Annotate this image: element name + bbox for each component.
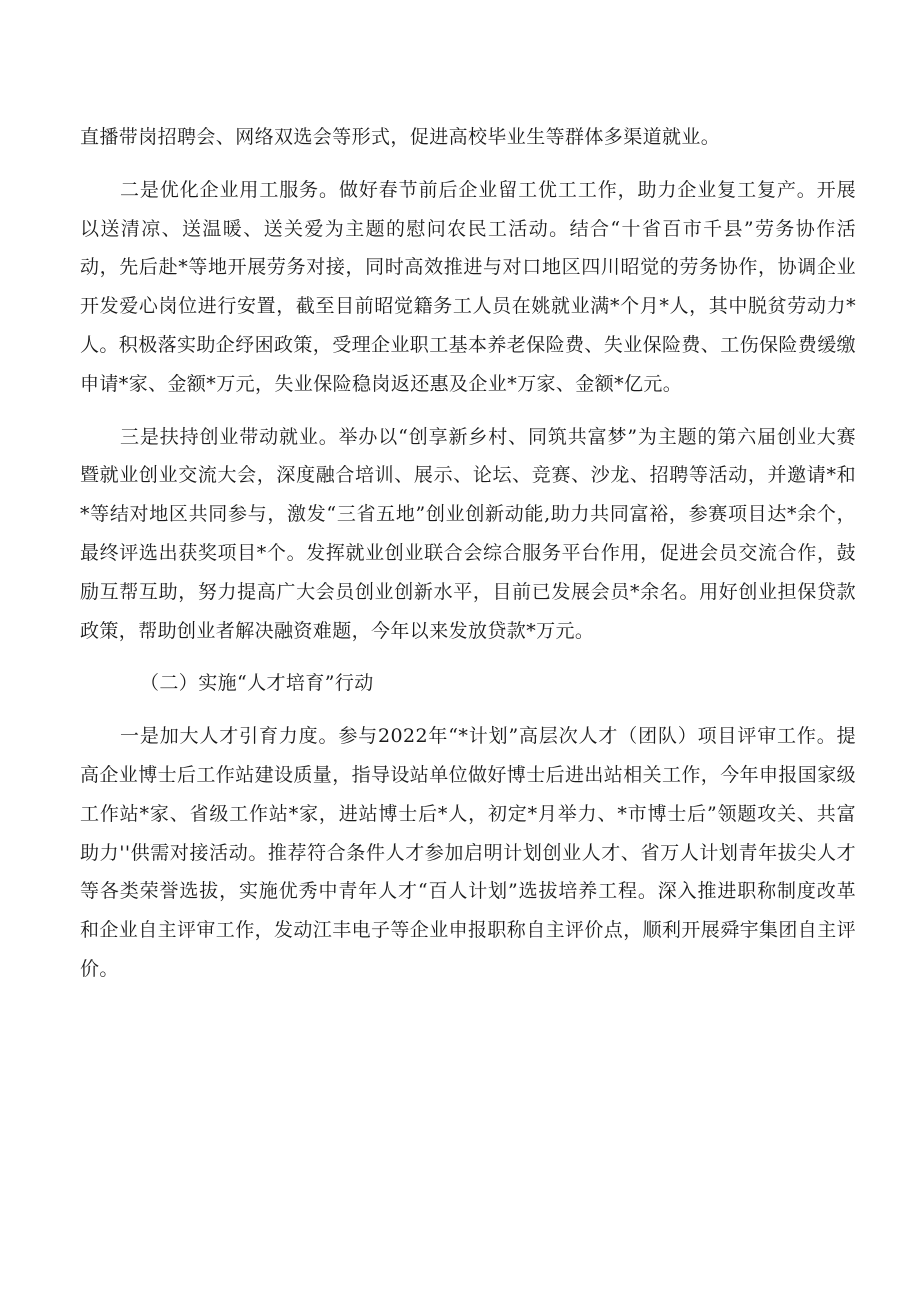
paragraph-continuation: 直播带岗招聘会、网络双选会等形式，促进高校毕业生等群体多渠道就业。	[80, 126, 721, 148]
section-heading-talent-cultivation: （二）实施“人才培育”行动	[140, 672, 374, 695]
paragraph-talent-introduction: 一是加大人才引育力度。参与2022年“*计划”高层次人才（团队）项目评审工作。提高企业博士后工作站建设质量，指导设站单位做好博士后进出站相关工作，今年申报国家级工作站*家、省级工作站*家，进站博士后*人，初定*月举力、*市博士后”领题攻关、共富助力''供需对接活动。推荐符合条件人才参加启明计划创业人才、省万人计划青年拔尖人才等各类荣誉选拔，实施优秀中青年人才“百人计划”选拔培养工程。深入推进职称制度改革和企业自主评审工作，发动江丰电子等企业申报职称自主评价点，顺利开展舜宇集团自主评价。	[80, 725, 857, 980]
paragraph-employment-service: 二是优化企业用工服务。做好春节前后企业留工优工工作，助力企业复工复产。开展以送清凉、送温暖、送关爱为主题的慰问农民工活动。结合“十省百市千县”劳务协作活动，先后赴*等地开展劳务对接，同时高效推进与对口地区四川昭觉的劳务协作，协调企业开发爱心岗位进行安置，截至目前昭觉籍务工人员在姚就业满*个月*人，其中脱贫劳动力*人。积极落实助企纾困政策，受理企业职工基本养老保险费、失业保险费、工伤保险费缓缴申请*家、金额*万元，失业保险稳岗返还惠及企业*万家、金额*亿元。	[80, 178, 857, 395]
paragraph-entrepreneurship: 三是扶持创业带动就业。举办以“创享新乡村、同筑共富梦”为主题的第六届创业大赛暨就业创业交流大会，深度融合培训、展示、论坛、竞赛、沙龙、招聘等活动，并邀请*和*等结对地区共同参与，激发“三省五地”创业创新动能,助力共同富裕，参赛项目达*余个，最终评选出获奖项目*个。发挥就业创业联合会综合服务平台作用，促进会员交流合作，鼓励互帮互助，努力提高广大会员创业创新水平，目前已发展会员*余名。用好创业担保贷款政策，帮助创业者解决融资难题，今年以来发放贷款*万元。	[80, 425, 856, 642]
document-body	[80, 118, 856, 989]
